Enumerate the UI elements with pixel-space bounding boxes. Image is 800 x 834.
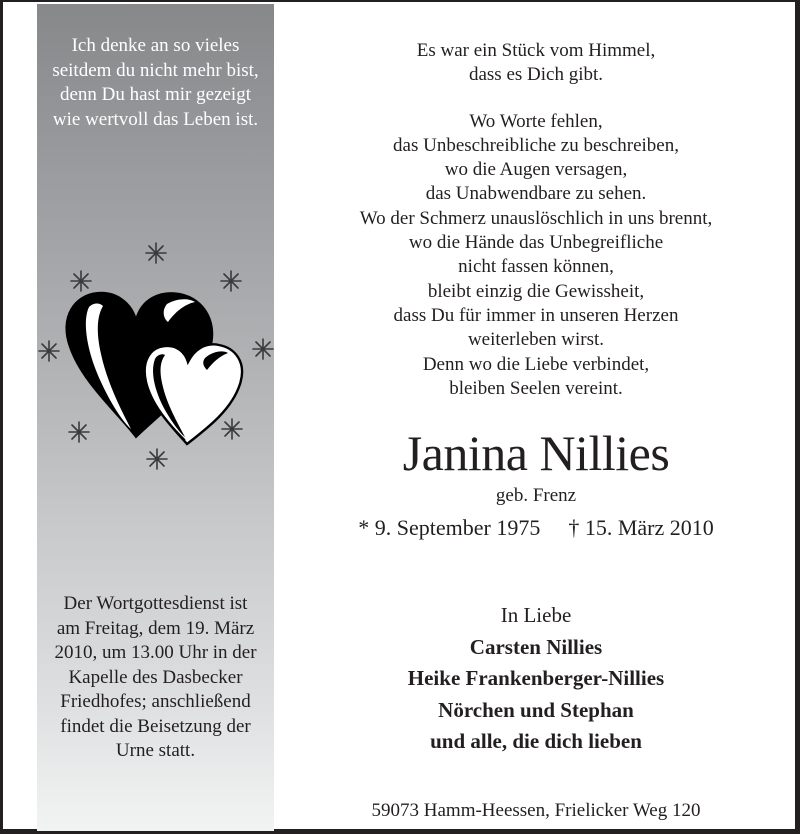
deceased-name: Janina Nillies	[402, 425, 670, 481]
service-line: Friedhofes; anschließend	[60, 691, 251, 712]
poem-line: dass es Dich gibt.	[468, 64, 604, 86]
poem-line: Wo Worte fehlen,	[469, 110, 603, 132]
poem-line: wo die Augen versagen,	[444, 159, 628, 181]
mourner-name: Heike Frankenberger-Nillies	[407, 666, 665, 690]
poem-line: weiterleben wirst.	[467, 329, 605, 351]
poem-line: Wo der Schmerz unauslöschlich in uns brennt,	[359, 207, 713, 229]
death-date: † 15. März 2010	[568, 515, 714, 540]
poem	[274, 39, 798, 401]
poem-line: Es war ein Stück vom Himmel,	[416, 40, 656, 61]
quote-line: wie wertvoll das Leben ist.	[52, 108, 259, 130]
poem-line: bleiben Seelen vereint.	[449, 377, 623, 399]
poem-line: wo die Hände das Unbegreifliche	[408, 232, 664, 254]
address: 59073 Hamm-Heessen, Frielicker Weg 120	[371, 800, 701, 821]
poem-line: Denn wo die Liebe verbindet,	[422, 353, 650, 375]
maiden-name: geb. Frenz	[495, 485, 577, 506]
funeral-service-info	[37, 592, 274, 764]
sidebar-panel	[37, 4, 274, 831]
service-line: findet die Beisetzung der	[60, 715, 251, 737]
birth-date: * 9. September 1975	[358, 515, 541, 540]
quote-line: denn Du hast mir gezeigt	[59, 84, 251, 105]
poem-line: das Unbeschreibliche zu beschreiben,	[393, 134, 679, 156]
service-line: Kapelle des Dasbecker	[68, 666, 243, 688]
mourner-name: und alle, die dich lieben	[430, 729, 642, 753]
mourner-name: Carsten Nillies	[469, 634, 603, 659]
poem-stanza-2	[274, 110, 798, 402]
poem-line: bleibt einzig die Gewissheit,	[427, 280, 645, 302]
sidebar-quote	[37, 34, 274, 132]
poem-line: das Unabwendbare zu sehen.	[425, 183, 647, 205]
service-line: Urne statt.	[115, 740, 196, 761]
service-line: Der Wortgottesdienst ist	[63, 593, 248, 614]
poem-line: nicht fassen können,	[458, 256, 614, 278]
quote-line: seitdem du nicht mehr bist,	[52, 59, 259, 81]
quote-line: Ich denke an so vieles	[71, 35, 240, 56]
hearts-illustration	[37, 232, 274, 482]
mourners-intro: In Liebe	[500, 603, 572, 627]
mourners	[274, 600, 798, 758]
poem-line: dass Du für immer in unseren Herzen	[393, 304, 679, 326]
service-line: 2010, um 13.00 Uhr in der	[54, 642, 257, 663]
service-line: am Freitag, dem 19. März	[56, 617, 255, 639]
life-dates	[274, 514, 798, 542]
poem-stanza-1	[274, 39, 798, 88]
mourner-name: Nörchen und Stephan	[438, 697, 634, 722]
